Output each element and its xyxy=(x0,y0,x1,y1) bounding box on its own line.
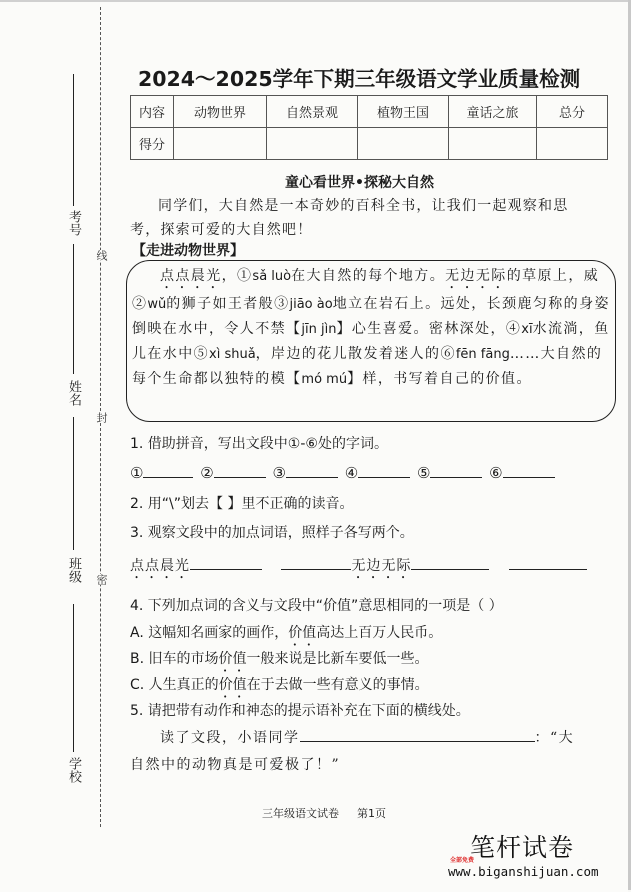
exam-number-line[interactable] xyxy=(73,74,74,206)
name-line[interactable] xyxy=(73,417,74,550)
name-label: 姓名 xyxy=(66,380,81,406)
option-c[interactable]: C. 人生真正的价值在于去做一些有意义的事情。 xyxy=(130,677,429,693)
exam-number-label: 考号 xyxy=(66,210,81,236)
question-5-sentence-line-2: 自然中的动物真是可爱极了！” xyxy=(130,757,341,773)
q3-blank-1[interactable] xyxy=(190,555,262,570)
question-5-sentence: 读了文段，小语同学 ：“大 xyxy=(160,727,574,747)
dotted-word: 价值 xyxy=(218,651,247,667)
question-1-answer-blanks xyxy=(130,463,557,482)
q3-blank-3[interactable] xyxy=(411,555,489,570)
q3-blank-2[interactable] xyxy=(281,555,351,570)
answer-blank-2[interactable] xyxy=(214,463,266,478)
option-a[interactable]: A. 这幅知名画家的画作，价值高达上百万人民币。 xyxy=(130,625,443,641)
pinyin-1: sǎ luò xyxy=(252,269,292,284)
pinyin-choice-mo[interactable]: mó mú xyxy=(301,372,348,387)
marker-3: ③ xyxy=(272,464,286,482)
score-cell-natural-scenery[interactable] xyxy=(267,128,358,160)
score-cell-animal-world[interactable] xyxy=(174,128,267,160)
intro-line-1: 同学们，大自然是一本奇妙的百科全书，让我们一起观察和思 xyxy=(158,198,569,214)
example-word-2: 无边无际 xyxy=(351,558,412,574)
intro-paragraph xyxy=(130,194,610,242)
marker-2: ② xyxy=(200,464,214,482)
score-cell-total[interactable] xyxy=(537,128,608,160)
score-table xyxy=(130,95,608,160)
option-b[interactable]: B. 旧车的市场价值一般来说是比新车要低一些。 xyxy=(130,651,429,667)
exam-title: 2024～2025学年下期三年级语文学业质量检测 xyxy=(138,67,581,91)
column-natural-scenery: 自然景观 xyxy=(267,96,358,128)
score-cell-plant-kingdom[interactable] xyxy=(358,128,449,160)
page-footer xyxy=(262,805,386,821)
exam-name: 三年级语文试卷 xyxy=(262,807,339,820)
intro-line-2: 考，探索可爱的大自然吧！ xyxy=(130,222,313,238)
pinyin-choice-jin[interactable]: jīn jìn xyxy=(301,322,337,337)
marker-6: ⑥ xyxy=(489,464,503,482)
class-line[interactable] xyxy=(73,604,74,752)
pinyin-2: wǔ xyxy=(147,297,167,312)
marker-1: ① xyxy=(130,464,144,482)
dotted-word: 点点晨光 xyxy=(160,268,222,284)
answer-blank-4[interactable] xyxy=(358,463,410,478)
pinyin-4: xī xyxy=(521,322,533,337)
section-subtitle: 童心看世界•探秘大自然 xyxy=(285,175,434,191)
question-2: 2. 用“\”划去【 】里不正确的读音。 xyxy=(130,496,354,512)
example-word-1: 点点晨光 xyxy=(130,558,190,574)
pinyin-5: xì shuǎ xyxy=(209,347,256,362)
page-number: 第1页 xyxy=(357,807,386,820)
watermark-badge: 全部免费 xyxy=(450,857,475,864)
question-3: 3. 观察文段中的加点词语，照样子各写两个。 xyxy=(130,525,414,541)
marker-4: ④ xyxy=(344,464,359,482)
column-fairy-tale-journey: 童话之旅 xyxy=(449,96,537,128)
answer-blank-5[interactable] xyxy=(430,463,482,478)
dotted-word: 价值 xyxy=(288,625,317,641)
reading-passage: 点点晨光，①sǎ luò在大自然的每个地方。无边无际的草原上，威②wǔ的狮子如王者般③jiāo ào地立在岩石上。远处，长颈鹿匀称的身姿倒映在水中，令人不禁【jīn jìn】心生喜爱。密林深处，④xī水流淌，鱼儿在水中⑤xì shuǎ，岸边的花儿散发着迷人的⑥fēn fāng……大自然的每个生命都以独特的模【mó mú】样，书写着自己的价值。 xyxy=(132,268,610,387)
dotted-word: 价值 xyxy=(218,677,247,693)
pinyin-6: fēn fāng xyxy=(455,347,510,362)
score-table-header-row xyxy=(131,96,608,128)
question-4: 4. 下列加点词的含义与文段中“价值”意思相同的一项是（ ） xyxy=(130,598,503,614)
row-header-score: 得分 xyxy=(131,128,174,160)
dotted-word: 无边无际 xyxy=(445,268,507,284)
section-heading-animal-world: 【走进动物世界】 xyxy=(132,243,244,259)
q3-blank-4[interactable] xyxy=(509,555,587,570)
answer-blank-1[interactable] xyxy=(143,463,193,478)
column-plant-kingdom: 植物王国 xyxy=(358,96,449,128)
column-animal-world: 动物世界 xyxy=(174,96,267,128)
question-1: 1. 借助拼音，写出文段中①-⑥处的字词。 xyxy=(130,436,388,452)
score-table-score-row xyxy=(131,128,608,160)
school-label: 学校 xyxy=(66,757,81,783)
seal-mark-xian: 线 xyxy=(95,250,108,261)
column-total-score: 总分 xyxy=(537,96,608,128)
row-header-content: 内容 xyxy=(131,96,174,128)
class-label: 班级 xyxy=(66,557,81,583)
seal-mark-feng: 封 xyxy=(95,412,108,423)
marker-5: ⑤ xyxy=(416,464,431,482)
watermark-url[interactable]: www.biganshijuan.com xyxy=(448,864,599,879)
answer-blank-3[interactable] xyxy=(286,463,338,478)
pinyin-3: jiāo ào xyxy=(289,297,333,312)
question-3-examples xyxy=(130,555,587,582)
answer-blank-6[interactable] xyxy=(503,463,555,478)
exam-number-line-2[interactable] xyxy=(73,244,74,374)
question-5: 5. 请把带有动作和神态的提示语补充在下面的横线处。 xyxy=(130,703,470,719)
score-cell-fairy-tale-journey[interactable] xyxy=(449,128,537,160)
seal-mark-mi: 密 xyxy=(95,574,108,585)
watermark-title: 笔杆试卷 xyxy=(470,833,575,862)
q5-answer-blank[interactable] xyxy=(300,727,535,742)
